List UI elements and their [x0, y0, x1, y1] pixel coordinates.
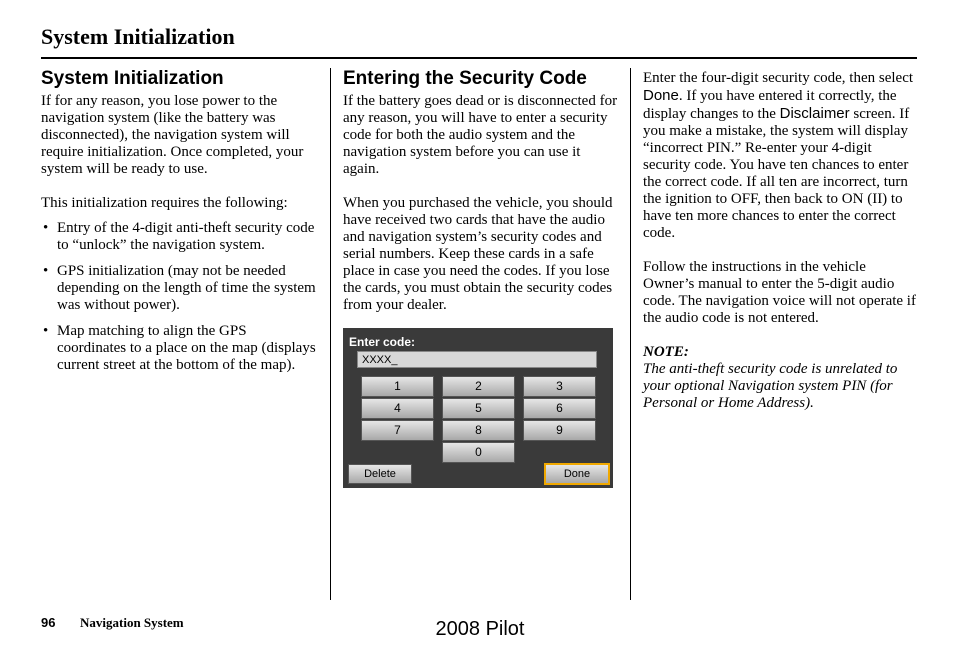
- code-input-field[interactable]: XXXX_: [357, 351, 597, 368]
- header-rule: [41, 57, 917, 59]
- key-2[interactable]: 2: [442, 376, 515, 397]
- key-1[interactable]: 1: [361, 376, 434, 397]
- key-4[interactable]: 4: [361, 398, 434, 419]
- paragraph: If the battery goes dead or is disconnected for any reason, you will have to enter a security code for both the audio system and the navigation system before you can use it again.: [343, 93, 618, 177]
- done-button[interactable]: Done: [544, 463, 610, 485]
- note-label: NOTE:: [643, 344, 689, 360]
- column-1: [41, 68, 317, 383]
- text: Enter the four-digit security code, then select: [643, 70, 914, 86]
- column-2: [343, 68, 618, 488]
- section-heading-initialization: System Initialization: [41, 68, 224, 89]
- column-3: [643, 68, 919, 412]
- paragraph: This initialization requires the following:: [41, 195, 288, 211]
- key-9[interactable]: 9: [523, 420, 596, 441]
- watermark: 2008 Pilot: [435, 618, 525, 640]
- key-0[interactable]: 0: [442, 442, 515, 463]
- note-text: The anti-theft security code is unrelated to your optional Navigation system PIN (for Personal or Home Address).: [643, 361, 898, 411]
- delete-button[interactable]: Delete: [348, 464, 412, 484]
- key-7[interactable]: 7: [361, 420, 434, 441]
- column-divider-1: [330, 68, 331, 600]
- screen-title: Enter code:: [349, 335, 416, 349]
- enter-code-screen: [343, 328, 613, 488]
- paragraph: When you purchased the vehicle, you should have received two cards that have the audio and navigation system’s security codes and serial numbers. Keep these cards in a safe place in case you need the codes. If you lose the cards, you must obtain the security codes from your dealer.: [343, 195, 613, 313]
- list-item: • GPS initialization (may not be needed depending on the length of time the system was without power).: [41, 263, 317, 314]
- key-3[interactable]: 3: [523, 376, 596, 397]
- paragraph: [643, 70, 919, 242]
- paragraph: Follow the instructions in the vehicle Owner’s manual to enter the 5-digit audio code. The navigation voice will not operate if the audio code is not entered.: [643, 259, 916, 326]
- key-5[interactable]: 5: [442, 398, 515, 419]
- disclaimer-term: Disclaimer: [779, 105, 850, 122]
- section-heading-security-code: Entering the Security Code: [343, 68, 587, 89]
- text: screen. If you make a mistake, the system will display “incorrect PIN.” Re-enter your 4-digit security code. You have ten chances to enter the correct code. If all ten are incorrect, turn the ignition to OFF, then back to ON (II) to have ten more chances to enter the correct code.: [643, 106, 910, 241]
- page-header-title: System Initialization: [41, 24, 235, 49]
- list-item: • Entry of the 4-digit anti-theft security code to “unlock” the navigation system.: [41, 220, 317, 254]
- paragraph: If for any reason, you lose power to the navigation system (like the battery was disconnected), the navigation system will require initialization. Once completed, your system will be ready to use.: [41, 93, 304, 177]
- requirements-list: [41, 220, 317, 374]
- text: . If you have entered it correctly, the display changes to the: [643, 88, 897, 122]
- key-6[interactable]: 6: [523, 398, 596, 419]
- list-item: • Map matching to align the GPS coordinates to a place on the map (displays current street at the bottom of the map).: [41, 323, 317, 374]
- done-term: Done: [643, 87, 679, 104]
- footer-section-name: Navigation System: [80, 615, 184, 630]
- page-number: 96: [41, 615, 56, 630]
- key-8[interactable]: 8: [442, 420, 515, 441]
- column-divider-2: [630, 68, 631, 600]
